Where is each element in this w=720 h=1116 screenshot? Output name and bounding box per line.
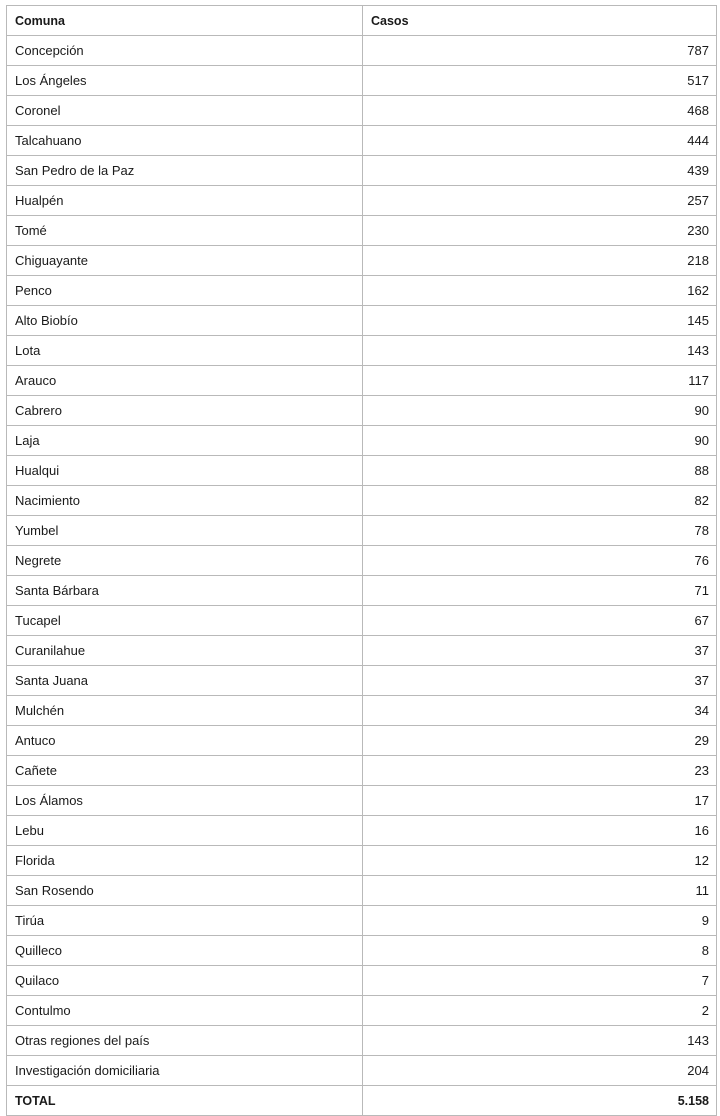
cell-casos: 29 — [363, 726, 717, 756]
cell-casos: 517 — [363, 66, 717, 96]
cell-casos: 90 — [363, 426, 717, 456]
cell-comuna: Mulchén — [7, 696, 363, 726]
cell-comuna: Concepción — [7, 36, 363, 66]
cell-comuna: Santa Bárbara — [7, 576, 363, 606]
cell-comuna: Lebu — [7, 816, 363, 846]
table-body — [7, 36, 717, 1086]
table-row — [7, 306, 717, 336]
table-row — [7, 486, 717, 516]
cell-comuna: Negrete — [7, 546, 363, 576]
cell-casos: 11 — [363, 876, 717, 906]
table-row — [7, 246, 717, 276]
table-row — [7, 156, 717, 186]
cell-comuna: Curanilahue — [7, 636, 363, 666]
cell-comuna: Tirúa — [7, 906, 363, 936]
cell-casos: 162 — [363, 276, 717, 306]
cell-casos: 145 — [363, 306, 717, 336]
cell-comuna: Cabrero — [7, 396, 363, 426]
table-row — [7, 216, 717, 246]
table-row — [7, 1026, 717, 1056]
cell-comuna: San Pedro de la Paz — [7, 156, 363, 186]
cell-casos: 37 — [363, 666, 717, 696]
cell-casos: 117 — [363, 366, 717, 396]
cell-casos: 230 — [363, 216, 717, 246]
cell-comuna: Quilaco — [7, 966, 363, 996]
table-row — [7, 126, 717, 156]
cell-casos: 468 — [363, 96, 717, 126]
cell-comuna: Talcahuano — [7, 126, 363, 156]
table-row — [7, 966, 717, 996]
table-row — [7, 1056, 717, 1086]
cell-comuna: Tucapel — [7, 606, 363, 636]
total-value: 5.158 — [363, 1086, 717, 1116]
cell-comuna: Hualqui — [7, 456, 363, 486]
cell-comuna: Cañete — [7, 756, 363, 786]
cell-casos: 257 — [363, 186, 717, 216]
cell-casos: 37 — [363, 636, 717, 666]
cases-table-container — [6, 5, 716, 1116]
total-row — [7, 1086, 717, 1116]
cell-casos: 787 — [363, 36, 717, 66]
cell-casos: 34 — [363, 696, 717, 726]
cell-casos: 17 — [363, 786, 717, 816]
cell-comuna: Contulmo — [7, 996, 363, 1026]
table-row — [7, 996, 717, 1026]
total-label: TOTAL — [7, 1086, 363, 1116]
table-row — [7, 846, 717, 876]
cell-comuna: Yumbel — [7, 516, 363, 546]
cell-casos: 143 — [363, 1026, 717, 1056]
header-casos: Casos — [363, 6, 717, 36]
cell-casos: 444 — [363, 126, 717, 156]
table-row — [7, 696, 717, 726]
table-row — [7, 606, 717, 636]
cell-casos: 204 — [363, 1056, 717, 1086]
table-row — [7, 906, 717, 936]
cell-casos: 90 — [363, 396, 717, 426]
cell-comuna: Antuco — [7, 726, 363, 756]
cell-comuna: Santa Juana — [7, 666, 363, 696]
cell-casos: 16 — [363, 816, 717, 846]
cell-comuna: Florida — [7, 846, 363, 876]
cell-comuna: Nacimiento — [7, 486, 363, 516]
table-row — [7, 36, 717, 66]
cell-casos: 71 — [363, 576, 717, 606]
cell-comuna: San Rosendo — [7, 876, 363, 906]
cell-casos: 9 — [363, 906, 717, 936]
cell-casos: 76 — [363, 546, 717, 576]
cell-casos: 8 — [363, 936, 717, 966]
table-row — [7, 816, 717, 846]
cases-by-comuna-table — [6, 5, 717, 1116]
cell-comuna: Los Álamos — [7, 786, 363, 816]
cell-casos: 82 — [363, 486, 717, 516]
table-row — [7, 186, 717, 216]
table-row — [7, 276, 717, 306]
table-row — [7, 636, 717, 666]
table-row — [7, 936, 717, 966]
cell-casos: 12 — [363, 846, 717, 876]
cell-comuna: Alto Biobío — [7, 306, 363, 336]
cell-casos: 143 — [363, 336, 717, 366]
header-comuna: Comuna — [7, 6, 363, 36]
cell-comuna: Chiguayante — [7, 246, 363, 276]
cell-casos: 88 — [363, 456, 717, 486]
table-row — [7, 426, 717, 456]
cell-comuna: Otras regiones del país — [7, 1026, 363, 1056]
table-row — [7, 666, 717, 696]
cell-comuna: Investigación domiciliaria — [7, 1056, 363, 1086]
table-row — [7, 516, 717, 546]
table-row — [7, 456, 717, 486]
cell-casos: 2 — [363, 996, 717, 1026]
table-row — [7, 96, 717, 126]
cell-comuna: Lota — [7, 336, 363, 366]
cell-casos: 23 — [363, 756, 717, 786]
table-row — [7, 336, 717, 366]
cell-casos: 78 — [363, 516, 717, 546]
cell-comuna: Tomé — [7, 216, 363, 246]
table-header-row — [7, 6, 717, 36]
cell-comuna: Penco — [7, 276, 363, 306]
cell-comuna: Quilleco — [7, 936, 363, 966]
table-row — [7, 786, 717, 816]
cell-comuna: Arauco — [7, 366, 363, 396]
table-row — [7, 756, 717, 786]
cell-casos: 439 — [363, 156, 717, 186]
cell-comuna: Laja — [7, 426, 363, 456]
table-row — [7, 546, 717, 576]
table-row — [7, 366, 717, 396]
table-row — [7, 576, 717, 606]
cell-comuna: Los Ángeles — [7, 66, 363, 96]
table-row — [7, 66, 717, 96]
table-row — [7, 876, 717, 906]
table-row — [7, 726, 717, 756]
cell-casos: 7 — [363, 966, 717, 996]
cell-comuna: Hualpén — [7, 186, 363, 216]
cell-comuna: Coronel — [7, 96, 363, 126]
table-row — [7, 396, 717, 426]
cell-casos: 67 — [363, 606, 717, 636]
cell-casos: 218 — [363, 246, 717, 276]
